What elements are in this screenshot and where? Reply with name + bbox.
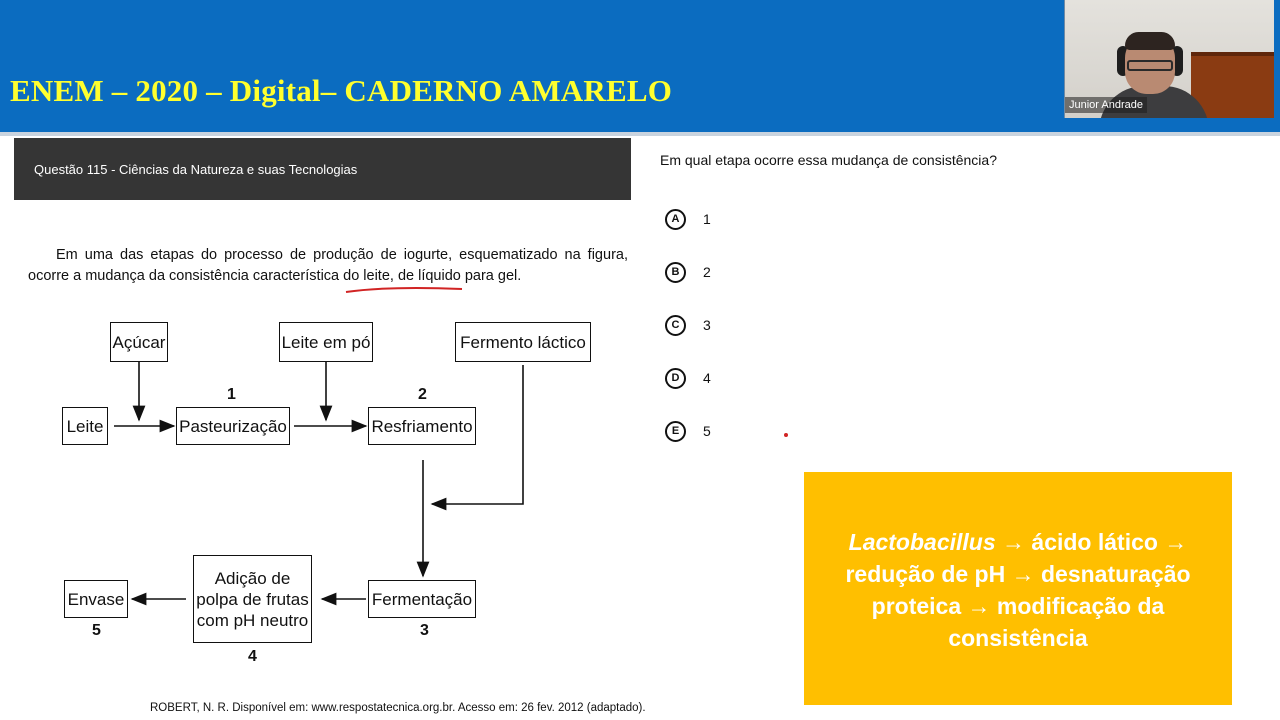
step-number-3: 3 (420, 622, 429, 639)
diagram-arrows (40, 310, 640, 680)
box-fermentacao: Fermentação (368, 580, 476, 618)
option-b-letter: B (665, 262, 686, 283)
webcam-door (1191, 52, 1274, 118)
box-resfriamento: Resfriamento (368, 407, 476, 445)
webcam-door-frame (1191, 52, 1274, 56)
option-b[interactable] (665, 261, 711, 283)
step-number-5: 5 (92, 622, 101, 639)
option-e[interactable] (665, 420, 711, 442)
explanation-box (804, 472, 1232, 705)
box-pasteurizacao: Pasteurização (176, 407, 290, 445)
option-d-text: 4 (703, 370, 711, 386)
step-number-4: 4 (248, 648, 257, 665)
red-underline-annotation (344, 284, 464, 296)
webcam-name-label: Junior Andrade (1065, 97, 1147, 113)
option-b-text: 2 (703, 264, 711, 280)
option-d[interactable] (665, 367, 711, 389)
presenter-glasses (1127, 60, 1173, 71)
option-c-text: 3 (703, 317, 711, 333)
explanation-term: Lactobacillus (848, 529, 996, 555)
option-a[interactable] (665, 208, 711, 230)
box-leite-em-po: Leite em pó (279, 322, 373, 362)
option-a-letter: A (665, 209, 686, 230)
question-prompt: Em qual etapa ocorre essa mudança de consistência? (660, 152, 997, 168)
option-e-text: 5 (703, 423, 711, 439)
source-credit: ROBERT, N. R. Disponível em: www.respostatecnica.org.br. Acesso em: 26 fev. 2012 (adaptado). (150, 702, 646, 714)
question-header-bar (14, 138, 631, 200)
box-leite: Leite (62, 407, 108, 445)
box-acucar: Açúcar (110, 322, 168, 362)
option-c[interactable] (665, 314, 711, 336)
question-header: Questão 115 - Ciências da Natureza e suas Tecnologias (34, 162, 358, 177)
adicao-line-3: com pH neutro (196, 610, 309, 630)
option-d-letter: D (665, 368, 686, 389)
webcam-video[interactable] (1064, 0, 1274, 118)
box-envase: Envase (64, 580, 128, 618)
adicao-line-2: polpa de frutas (196, 589, 309, 609)
box-fermento-lactico: Fermento láctico (455, 322, 591, 362)
banner-divider (0, 132, 1280, 136)
question-stem: Em uma das etapas do processo de produção de iogurte, esquematizado na figura, ocorre a mudança da consistência característica do leite, de líquido para gel. (28, 247, 628, 284)
step-number-2: 2 (418, 386, 427, 403)
adicao-line-1: Adição de (214, 568, 291, 588)
explanation-text (804, 526, 1232, 654)
option-c-letter: C (665, 315, 686, 336)
explanation-rest: → ácido lático → redução de pH → desnaturação proteica → modificação da consistência (845, 529, 1191, 651)
step-number-1: 1 (227, 386, 236, 403)
pointer-dot (784, 433, 788, 437)
option-e-letter: E (665, 421, 686, 442)
banner-title: ENEM – 2020 – Digital– CADERNO AMARELO (10, 73, 673, 108)
presenter-hair (1125, 32, 1175, 50)
yogurt-process-diagram (40, 310, 640, 680)
box-adicao-polpa (193, 555, 312, 643)
option-a-text: 1 (703, 211, 711, 227)
